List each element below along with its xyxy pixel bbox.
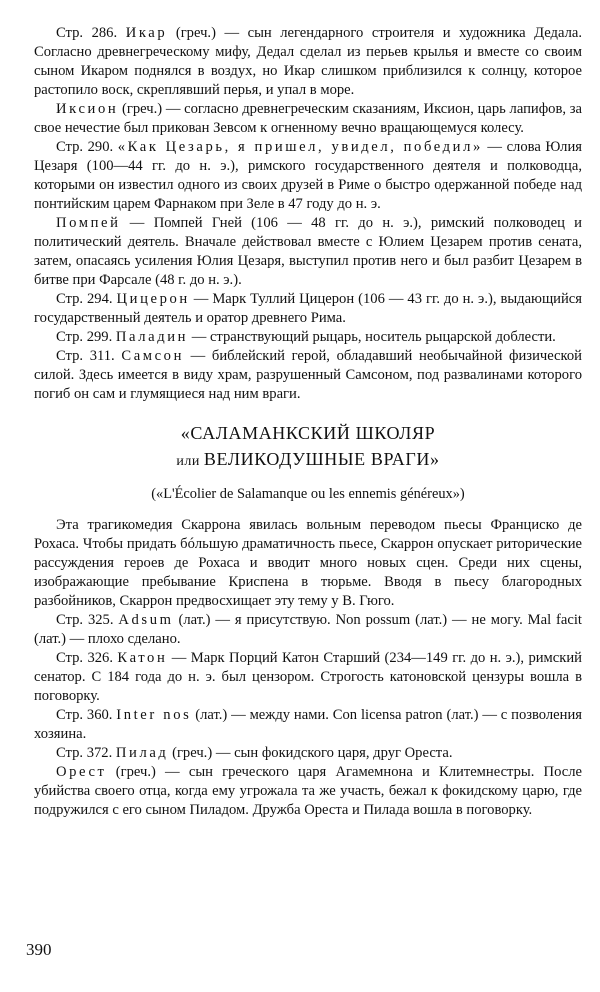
note-term: Помпей [56,215,121,231]
note-lead: Стр. 360. [56,707,117,723]
note-lead: Стр. 325. [56,612,119,628]
note-text: — Марк Туллий Цицерон (106 — 43 гг. до н. э.), выдающийся государственный деятель и оратор древнего Рима. [34,291,582,326]
note-term: Паладин [115,329,189,345]
note-lead: Стр. 299. [56,329,116,345]
section-heading [34,420,582,475]
note-caesar [34,138,582,214]
note-samson [34,347,582,404]
note-lead: Стр. 286. [56,25,126,41]
page-number: 390 [26,940,52,959]
note-cato [34,649,582,706]
note-text: (греч.) — сын фокидского царя, друг Ореста. [168,745,453,761]
note-text: — странствующий рыцарь, носитель рыцарской доблести. [188,329,556,345]
note-term: Inter nos [116,707,192,723]
note-text: — Марк Порций Катон Старший (234—149 гг. до н. э.), римский сенатор. С 184 года до н. э. был цензором. Строгость катоновской цензуры вошла в поговорку. [34,650,582,704]
note-adsum [34,611,582,649]
heading-subtitle-title: ВЕЛИКОДУШНЫЕ ВРАГИ» [203,449,440,469]
note-inter-nos [34,706,582,744]
note-term: Adsum [118,612,174,628]
heading-line-1: «САЛАМАНКСКИЙ ШКОЛЯР [180,423,436,443]
note-ikar [34,24,582,100]
note-text: (греч.) — сын греческого царя Агамемнона и Клитемнестры. После убийства своего отца, когда ему угрожала та же участь, бежал к фокидскому царю, где подружился с его сыном Пиладом. Дружба Ореста и Пилада вошла в поговорку. [34,764,582,818]
note-text: (греч.) — согласно древнегреческим сказаниям, Иксион, царь лапифов, за свое нечестие был прикован Зевсом к огненному вечно вращающемуся колесу. [34,101,582,136]
original-title: («L'Écolier de Salamanque ou les ennemis généreux») [151,486,465,502]
note-text: — библейский герой, обладавший необычайной физической силой. Здесь имеется в виду храм, разрушенный Самсоном, под развалинами которого погиб он сам и глумящиеся над ним враги. [34,348,582,402]
note-lead: Стр. 372. [56,745,116,761]
note-term: Икар [125,25,168,41]
note-text: — слова Юлия Цезаря (100—44 гг. до н. э.), римского государственного деятеля и полководца, которыми он известил одного из своих друзей в Риме о быстро одержанной победе над понтийским царем Фарнаком при Зеле в 47 году до н. э. [34,139,582,212]
heading-line-2 [34,446,582,475]
book-page [34,24,582,820]
note-paladin [34,328,582,347]
note-text: (греч.) — сын легендарного строителя и художника Дедала. Согласно древнегреческому мифу, Дедал сделал из перьев крылья и вместе со своим сыном Икаром поднялся в воздух, но Икар слишком приблизился к солнцу, которое растопило воск, скреплявший перья, и упал в море. [34,25,582,98]
note-lead: Стр. 294. [56,291,117,307]
note-orest [34,763,582,820]
note-iksion [34,100,582,138]
note-cicero [34,290,582,328]
note-term: «Как Цезарь, я пришел, увидел, победил» [117,139,483,155]
note-text: (лат.) — между нами. Con licensa patron (лат.) — с позволения хозяина. [34,707,582,742]
note-term: Цицерон [116,291,190,307]
note-term: Иксион [56,101,119,117]
intro-paragraph: Эта трагикомедия Скаррона явилась вольным переводом пьесы Франциско де Рохаса. Чтобы придать бóльшую драматичность пьесе, Скаррон опускает риторические рассуждения героев де Рохаса и вводит много новых сцен. Среди них сцены, изображающие пребывание Криспена в тюрьме. Вводя в пьесу благородных разбойников, Скаррон предвосхищает эту тему у В. Гюго. [34,517,582,609]
note-term: Катон [117,650,168,666]
notes-bottom [34,611,582,820]
note-text: — Помпей Гней (106 — 48 гг. до н. э.), римский полководец и политический деятель. Вначале действовал вместе с Юлием Цезарем против сената, затем, опасаясь усиления Юлия Цезаря, выступил против него и был разбит Цезарем в битве при Фарсале (48 г. до н. э.). [34,215,582,288]
heading-connector: или [176,454,204,469]
note-pilad [34,744,582,763]
note-text: (лат.) — я присутствую. Non possum (лат.) — не могу. Mal facit (лат.) — плохо сделано. [34,612,582,647]
note-lead: Стр. 326. [56,650,118,666]
note-term: Самсон [121,348,184,364]
note-lead: Стр. 290. [56,139,118,155]
note-lead: Стр. 311. [56,348,122,364]
notes-top [34,24,582,404]
note-term: Пилад [115,745,169,761]
note-term: Орест [56,764,107,780]
note-pompey [34,214,582,290]
